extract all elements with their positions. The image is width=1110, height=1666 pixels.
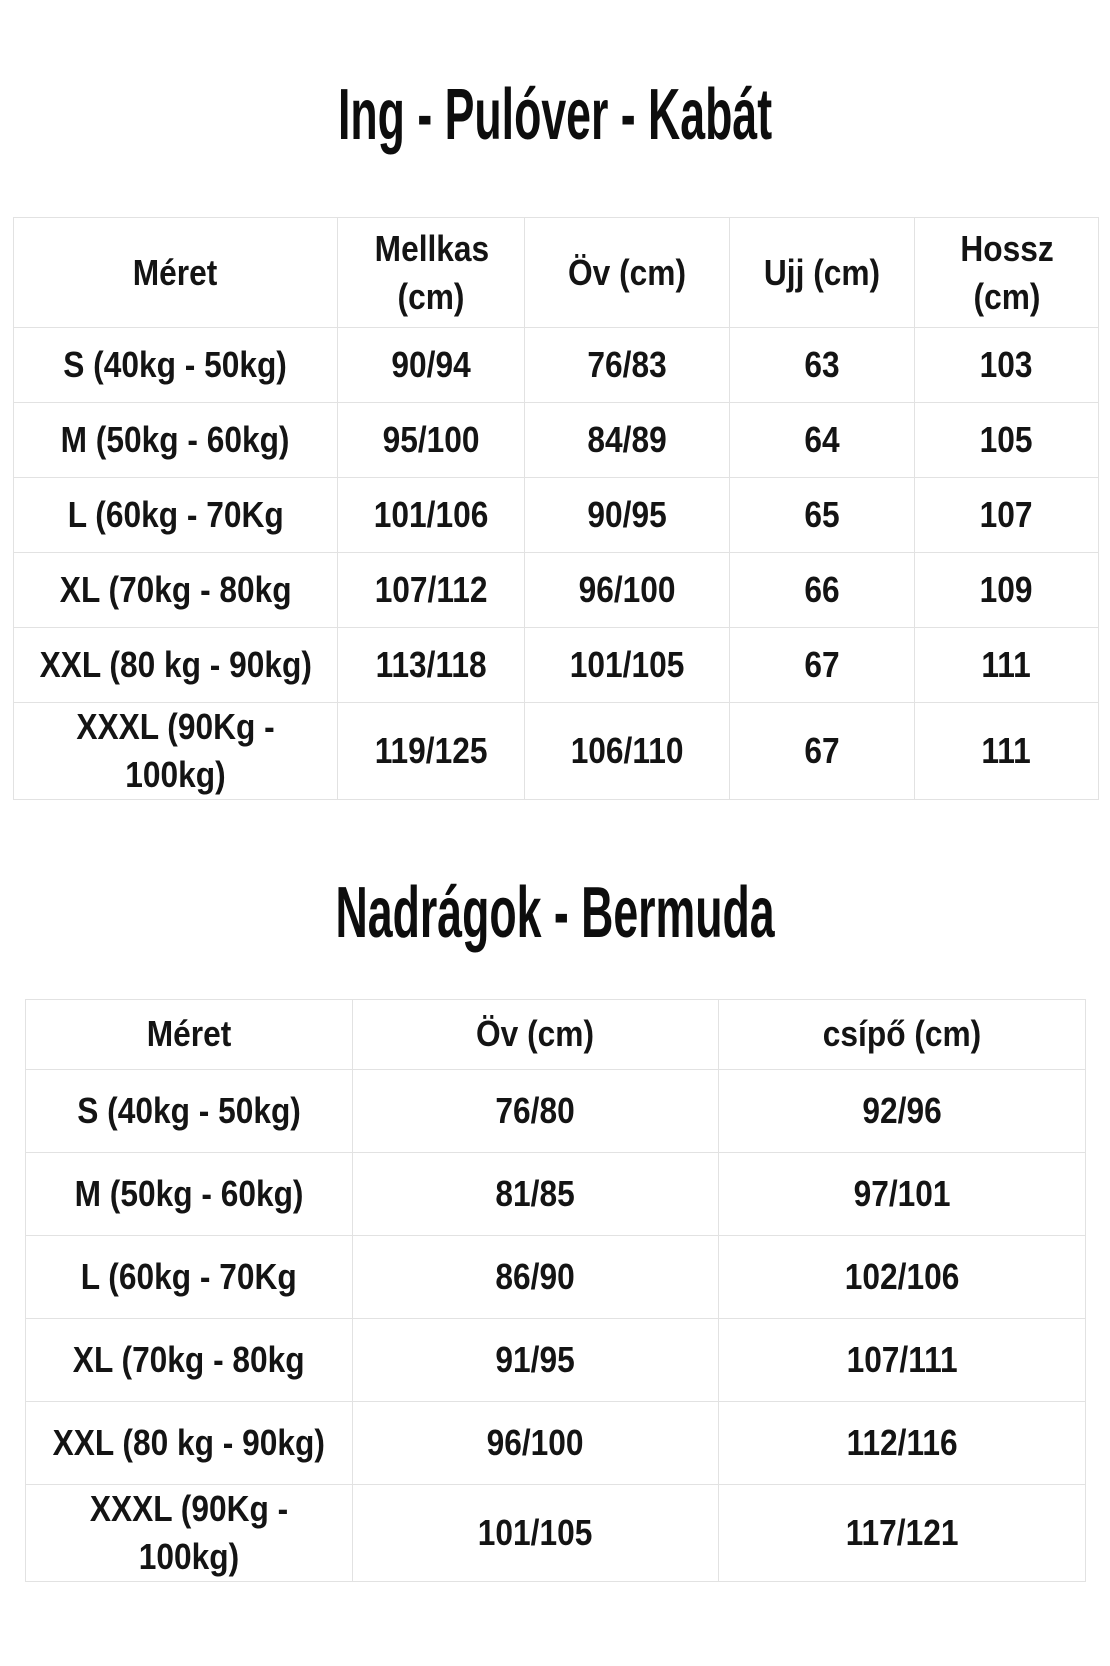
size-label-cell: M (50kg - 60kg) [14,403,338,478]
table-cell: 65 [730,478,915,553]
table-cell: 97/101 [719,1152,1086,1235]
size-label-cell: XL (70kg - 80kg [26,1318,353,1401]
table-row [14,703,1099,800]
table-row [26,1235,1086,1318]
pants-table-header [26,999,1086,1069]
table-row [14,628,1099,703]
table-cell: 106/110 [525,703,730,800]
table-cell: 113/118 [338,628,525,703]
table-cell: 92/96 [719,1069,1086,1152]
table-row [14,403,1099,478]
table-cell: 76/83 [525,328,730,403]
size-label-cell: S (40kg - 50kg) [26,1069,353,1152]
table-cell: 86/90 [353,1235,719,1318]
table-cell: 111 [915,628,1099,703]
table-row [26,1152,1086,1235]
size-label-cell: XXL (80 kg - 90kg) [26,1401,353,1484]
size-label-cell: S (40kg - 50kg) [14,328,338,403]
size-guide-page [0,75,1110,1582]
pants-section-title [0,872,1110,953]
column-header-ujj: Ujj (cm) [730,218,915,328]
size-label-cell: L (60kg - 70Kg [14,478,338,553]
table-cell: 111 [915,703,1099,800]
clothing-table-header [14,218,1099,328]
table-cell: 107/112 [338,553,525,628]
table-cell: 96/100 [525,553,730,628]
column-header-ov: Öv (cm) [525,218,730,328]
table-header-row [14,218,1099,328]
table-cell: 76/80 [353,1069,719,1152]
clothing-section-title [0,75,1110,155]
pants-size-table [25,999,1086,1582]
table-cell: 107/111 [719,1318,1086,1401]
table-row [14,478,1099,553]
table-cell: 101/105 [353,1484,719,1581]
pants-table-body [26,1069,1086,1581]
table-cell: 96/100 [353,1401,719,1484]
table-cell: 91/95 [353,1318,719,1401]
table-row [26,1318,1086,1401]
table-cell: 81/85 [353,1152,719,1235]
table-row [26,1069,1086,1152]
table-row [14,553,1099,628]
table-cell: 107 [915,478,1099,553]
size-label-cell: XXL (80 kg - 90kg) [14,628,338,703]
table-cell: 90/94 [338,328,525,403]
column-header-ov: Öv (cm) [353,999,719,1069]
clothing-section-title-text: Ing - Pulóver - Kabát [337,75,773,155]
column-header-meret: Méret [14,218,338,328]
table-cell: 67 [730,628,915,703]
size-label-cell: L (60kg - 70Kg [26,1235,353,1318]
table-row [14,328,1099,403]
table-row [26,1484,1086,1581]
column-header-csipo: csípő (cm) [719,999,1086,1069]
table-cell: 109 [915,553,1099,628]
table-cell: 103 [915,328,1099,403]
table-row [26,1401,1086,1484]
pants-section-title-text: Nadrágok - Bermuda [335,872,775,953]
table-cell: 90/95 [525,478,730,553]
clothing-size-table [13,217,1099,800]
table-cell: 102/106 [719,1235,1086,1318]
column-header-meret: Méret [26,999,353,1069]
table-cell: 67 [730,703,915,800]
size-label-cell: XXXL (90Kg - 100kg) [14,703,338,800]
table-cell: 66 [730,553,915,628]
table-cell: 101/105 [525,628,730,703]
table-cell: 119/125 [338,703,525,800]
table-cell: 63 [730,328,915,403]
size-label-cell: M (50kg - 60kg) [26,1152,353,1235]
table-cell: 84/89 [525,403,730,478]
table-cell: 105 [915,403,1099,478]
size-label-cell: XL (70kg - 80kg [14,553,338,628]
size-label-cell: XXXL (90Kg - 100kg) [26,1484,353,1581]
table-cell: 101/106 [338,478,525,553]
table-cell: 95/100 [338,403,525,478]
clothing-table-body [14,328,1099,800]
column-header-hossz: Hossz (cm) [915,218,1099,328]
column-header-mellkas: Mellkas (cm) [338,218,525,328]
table-cell: 112/116 [719,1401,1086,1484]
table-cell: 64 [730,403,915,478]
table-header-row [26,999,1086,1069]
table-cell: 117/121 [719,1484,1086,1581]
